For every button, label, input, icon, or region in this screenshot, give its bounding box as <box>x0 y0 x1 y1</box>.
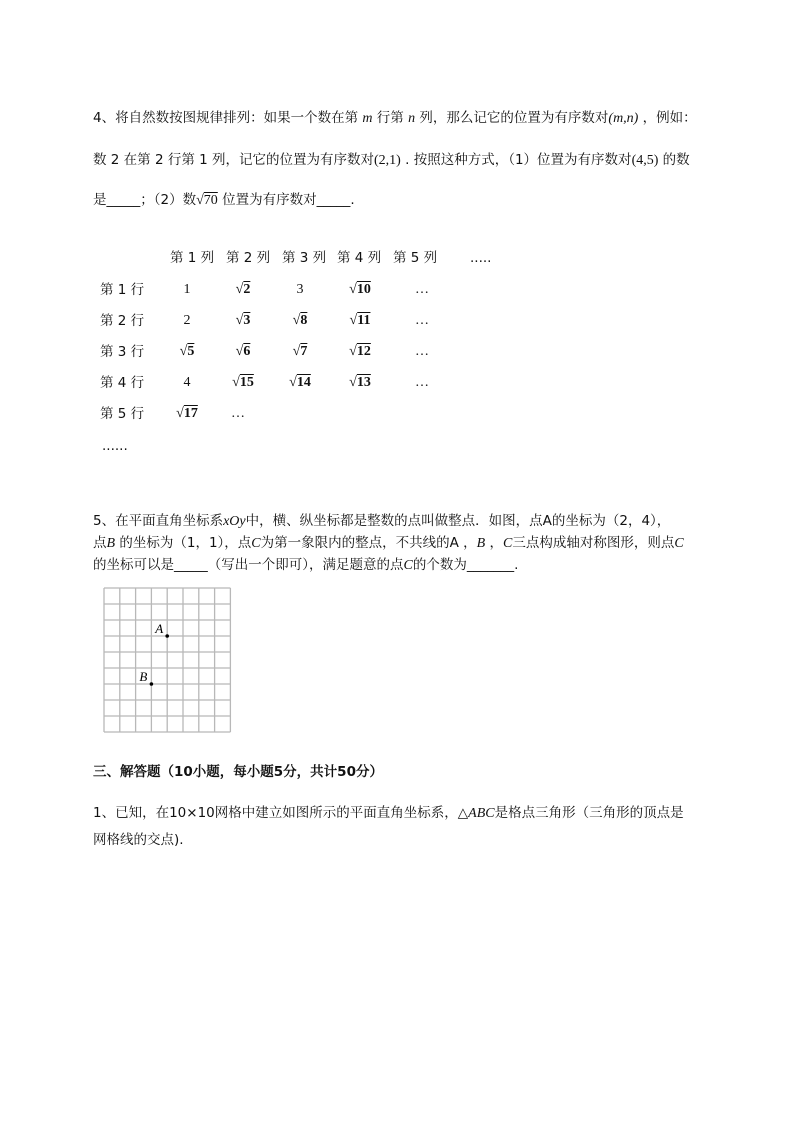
sqrt-70: √70 <box>196 193 218 208</box>
text: . 按照这种方式，（1）位置为有序数对 <box>400 152 632 168</box>
math-abc: ABC <box>468 806 495 821</box>
radicand: 14 <box>296 375 311 390</box>
q4-line-1 <box>93 108 697 129</box>
text: 1、已知，在10×10网格中建立如图所示的平面直角坐标系，△ <box>93 805 469 821</box>
table-cell: 4 <box>183 375 191 390</box>
table-cell: 2 <box>183 313 191 328</box>
text: 的坐标可以是_____（写出一个即可），满足题意的点 <box>93 557 404 573</box>
column-header: ..... <box>470 250 492 266</box>
row-header: ...... <box>102 438 128 454</box>
text: ， <box>485 535 504 551</box>
text: ，例如： <box>638 110 697 126</box>
radicand: 7 <box>300 344 308 359</box>
table-cell: √6 <box>235 344 251 359</box>
table-cell: √2 <box>235 282 251 297</box>
text: 是格点三角形（三角形的顶点是 <box>494 805 684 821</box>
radicand: 10 <box>356 282 371 297</box>
table-cell: √17 <box>176 406 198 421</box>
table-cell: √14 <box>289 375 311 390</box>
radicand: 5 <box>187 344 195 359</box>
math-b: B <box>106 536 116 551</box>
text: 点 <box>93 535 107 551</box>
q4-line-2 <box>93 150 690 171</box>
section-heading: 三、解答题（10小题，每小题5分，共计50分） <box>93 764 383 780</box>
math-c: C <box>251 536 261 551</box>
text: 行第 <box>372 110 409 126</box>
column-header: 第 2 列 <box>226 250 271 266</box>
radicand: 12 <box>356 344 371 359</box>
radicand: 15 <box>239 375 254 390</box>
math-c: C <box>503 536 513 551</box>
radicand: 6 <box>243 344 251 359</box>
table-cell: … <box>415 375 429 390</box>
row-header: 第 3 行 <box>100 344 145 360</box>
text: 三点构成轴对称图形，则点 <box>512 535 675 551</box>
table-cell: √11 <box>349 313 371 328</box>
column-header: 第 5 列 <box>393 250 438 266</box>
point-a-label: A <box>155 621 164 636</box>
q5-line-3 <box>93 555 518 576</box>
column-header: 第 4 列 <box>337 250 382 266</box>
text: 4、将自然数按图规律排列：如果一个数在第 <box>93 110 363 126</box>
table-cell: √8 <box>292 313 308 328</box>
table-cell: √5 <box>179 344 195 359</box>
table-cell: √3 <box>235 313 251 328</box>
text: 列，那么记它的位置为有序数对 <box>415 110 609 126</box>
table-cell: … <box>231 406 245 421</box>
radicand: 2 <box>243 282 251 297</box>
row-header: 第 2 行 <box>100 313 145 329</box>
radicand: 70 <box>203 193 218 208</box>
row-header: 第 1 行 <box>100 282 145 298</box>
table-cell: √13 <box>349 375 371 390</box>
text: 的个数为_______. <box>412 557 519 573</box>
table-cell: √12 <box>349 344 371 359</box>
radicand: 13 <box>356 375 371 390</box>
q1-line-2: 网格线的交点). <box>93 832 184 848</box>
table-cell: √15 <box>232 375 254 390</box>
point-b-label: B <box>139 669 148 684</box>
point-b <box>150 682 154 686</box>
text: 的坐标为（1，1），点 <box>115 535 252 551</box>
text: 为第一象限内的整点，不共线的A ， <box>260 535 477 551</box>
table-cell: √7 <box>292 344 308 359</box>
radicand: 17 <box>183 406 198 421</box>
math-b: B <box>476 536 486 551</box>
column-header: 第 3 列 <box>282 250 327 266</box>
math-c: C <box>674 536 684 551</box>
math-m: m <box>362 111 373 126</box>
table-cell: … <box>415 282 429 297</box>
math-pair: (m,n) <box>608 111 639 126</box>
text: 位置为有序数对_____. <box>217 192 355 208</box>
point-a <box>165 634 169 638</box>
math-pair: (2,1) <box>374 153 401 168</box>
table-cell: … <box>415 344 429 359</box>
table-cell: 1 <box>183 282 191 297</box>
text: 数 2 在第 2 行第 1 列，记它的位置为有序数对 <box>93 152 375 168</box>
radicand: 11 <box>357 313 371 328</box>
text: 5、在平面直角坐标系 <box>93 513 224 529</box>
radicand: 8 <box>300 313 308 328</box>
math-pair: (4,5) <box>631 153 659 168</box>
q1-line-1 <box>93 803 684 824</box>
q5-line-2 <box>93 533 684 554</box>
q4-line-3 <box>93 190 355 211</box>
q5-line-1 <box>93 511 670 532</box>
math-c: C <box>403 558 413 573</box>
row-header: 第 5 行 <box>100 406 145 422</box>
table-cell: 3 <box>296 282 304 297</box>
text: 的数 <box>658 152 690 168</box>
radicand: 3 <box>243 313 251 328</box>
row-header: 第 4 行 <box>100 375 145 391</box>
table-cell: … <box>415 313 429 328</box>
table-cell: √10 <box>349 282 371 297</box>
math-xoy: xOy <box>223 514 246 529</box>
text: 是_____；（2）数 <box>93 192 197 208</box>
text: 中，横、纵坐标都是整数的点叫做整点．如图，点A的坐标为（2，4）， <box>245 513 671 529</box>
grid-figure <box>103 587 233 735</box>
column-header: 第 1 列 <box>170 250 215 266</box>
math-n: n <box>408 111 416 126</box>
